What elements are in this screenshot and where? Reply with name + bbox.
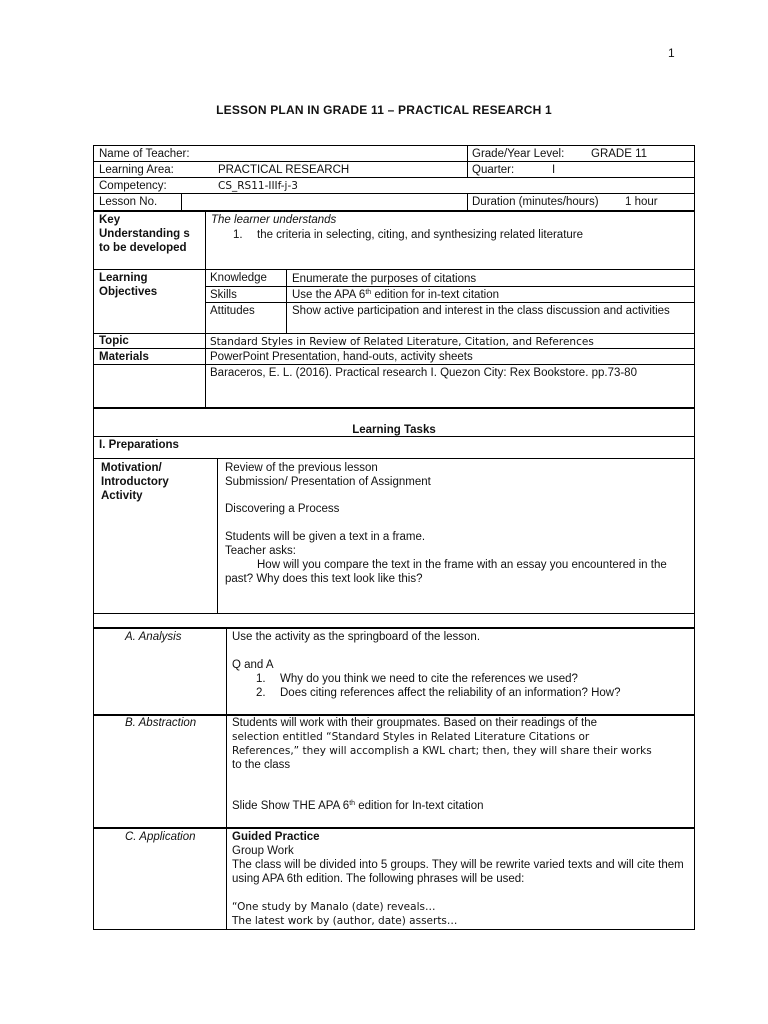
competency-value: CS_RS11-IIIf-j-3 — [218, 180, 298, 192]
abstraction-line: Students will work with their groupmates. Based on their readings of the — [232, 717, 597, 729]
duration-value: 1 hour — [625, 196, 658, 208]
competency-label: Competency: — [99, 180, 167, 192]
slide-show-line: Slide Show THE APA 6th edition for In-text citation — [232, 800, 484, 812]
quarter-label: Quarter: — [472, 164, 515, 176]
grade-label: Grade/Year Level: — [472, 148, 565, 160]
attitudes-value: Show active participation and interest in the class discussion and activities — [292, 305, 670, 317]
area-value: PRACTICAL RESEARCH — [218, 164, 350, 176]
knowledge-label: Knowledge — [210, 272, 267, 284]
duration-label: Duration (minutes/hours) — [472, 196, 599, 208]
abstraction-line: References,” they will accomplish a KWL chart; then, they will share their works — [232, 745, 652, 757]
knowledge-value: Enumerate the purposes of citations — [292, 273, 477, 285]
lesson-label: Lesson No. — [99, 196, 158, 208]
learning-tasks-heading: Learning Tasks — [352, 424, 436, 436]
teacher-label: Name of Teacher: — [99, 148, 190, 160]
skills-label: Skills — [210, 289, 237, 301]
motivation-label: Motivation/ Introductory Activity — [101, 462, 169, 502]
analysis-number: 2. — [256, 687, 266, 699]
teacher-question: How will you compare the text in the frame with an essay you encountered in the past? Why does this text look like this? — [225, 559, 667, 585]
analysis-number: 1. — [256, 673, 266, 685]
key-understanding-item: the criteria in selecting, citing, and synthesizing related literature — [257, 229, 584, 241]
analysis-line: Use the activity as the springboard of the lesson. — [232, 631, 481, 643]
application-label: C. Application — [125, 831, 196, 843]
document-title: LESSON PLAN IN GRADE 11 – PRACTICAL RESEARCH 1 — [216, 103, 552, 117]
key-understanding-number: 1. — [233, 229, 243, 241]
motivation-line: Students will be given a text in a frame. — [225, 531, 426, 543]
topic-label: Topic — [99, 335, 129, 347]
analysis-question: Why do you think we need to cite the references we used? — [280, 673, 578, 685]
reference-citation: Baraceros, E. L. (2016). Practical research I. Quezon City: Rex Bookstore. pp.73-80 — [210, 367, 637, 379]
application-text: The class will be divided into 5 groups. They will be rewrite varied texts and will cite them using APA 6th edition. The following phrases will be used: — [232, 859, 684, 885]
objectives-label: Learning Objectives — [99, 272, 158, 298]
key-understanding-intro: The learner understands — [211, 214, 337, 226]
phrase-item: “One study by Manalo (date) reveals… — [232, 901, 436, 913]
motivation-line: Teacher asks: — [225, 545, 296, 557]
attitudes-label: Attitudes — [210, 305, 255, 317]
preparations-heading: I. Preparations — [99, 439, 179, 451]
motivation-line: Submission/ Presentation of Assignment — [225, 476, 431, 488]
analysis-label: A. Analysis — [125, 631, 182, 643]
quarter-value: I — [552, 164, 556, 176]
abstraction-label: B. Abstraction — [125, 717, 197, 729]
area-label: Learning Area: — [99, 164, 174, 176]
materials-value: PowerPoint Presentation, hand-outs, activity sheets — [210, 351, 473, 363]
phrase-item: The latest work by (author, date) asserts… — [232, 915, 458, 927]
abstraction-line: selection entitled “Standard Styles in Related Literature Citations or — [232, 731, 590, 743]
skills-value: Use the APA 6th edition for in-text citation — [292, 289, 499, 301]
tasks-table — [93, 408, 695, 628]
group-work-label: Group Work — [232, 845, 294, 857]
abstraction-line: to the class — [232, 759, 291, 771]
key-understanding-label: Key Understanding s to be developed — [99, 214, 190, 254]
grade-value: GRADE 11 — [591, 148, 648, 160]
analysis-question: Does citing references affect the reliability of an information? How? — [280, 687, 621, 699]
analysis-qa: Q and A — [232, 659, 274, 671]
page-number: 1 — [668, 46, 675, 60]
motivation-line: Review of the previous lesson — [225, 462, 378, 474]
materials-label: Materials — [99, 351, 149, 363]
motivation-line: Discovering a Process — [225, 503, 340, 515]
topic-value: Standard Styles in Review of Related Literature, Citation, and References — [210, 336, 594, 348]
guided-practice-heading: Guided Practice — [232, 831, 320, 843]
